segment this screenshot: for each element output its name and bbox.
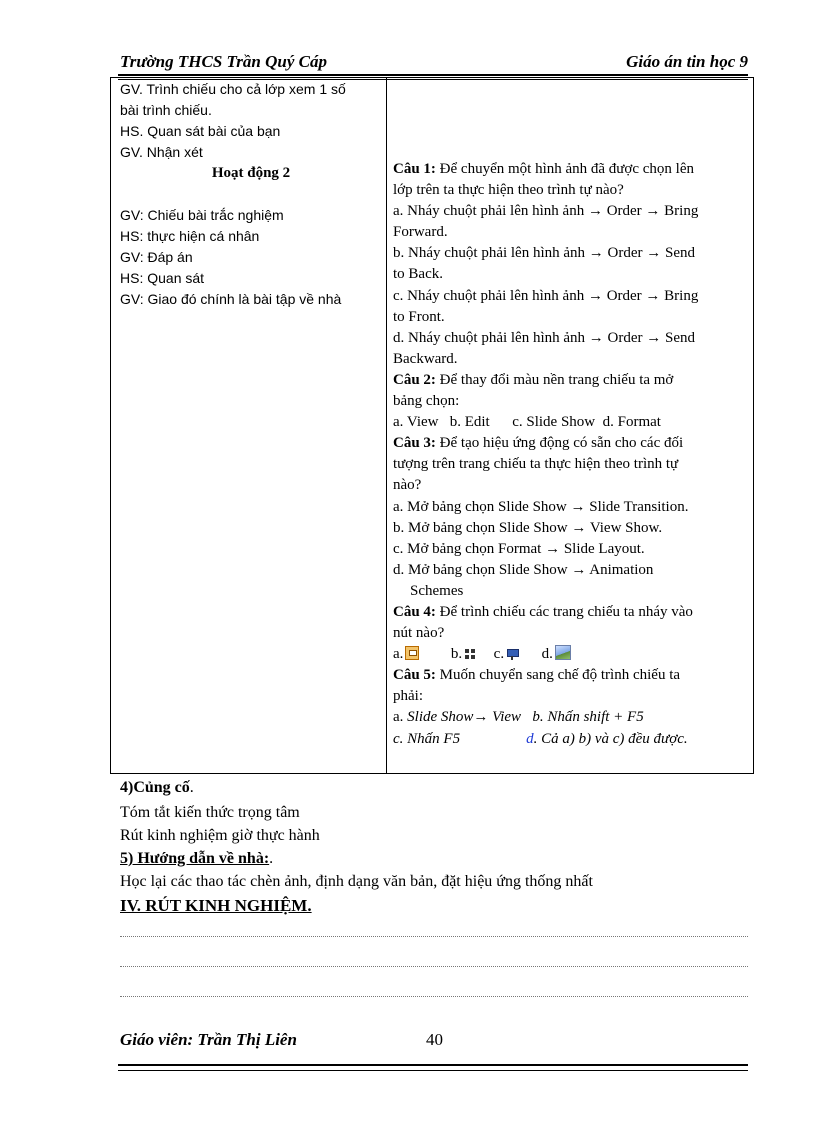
- left-line: HS: Quan sát: [120, 270, 205, 286]
- option-c: c. Mở bảng chọn Format → Slide Layout.: [393, 540, 645, 557]
- option-a-label: a.: [393, 646, 404, 663]
- teacher-name: Giáo viên: Trần Thị Liên: [120, 1030, 297, 1049]
- question-text: Để thay đổi màu nền trang chiếu ta mở: [435, 371, 674, 388]
- section-4-title-text: 4)Củng cố: [120, 779, 190, 796]
- left-line: HS: thực hiện cá nhân: [120, 228, 260, 244]
- slide-sorter-icon: [464, 648, 476, 660]
- question-text-cont: lớp trên ta thực hiện theo trình tự nào?: [393, 182, 624, 199]
- option-b: b. Nhấn shift + F5: [521, 709, 644, 726]
- option-a-prefix: a.: [393, 709, 408, 726]
- lesson-table: [110, 77, 754, 774]
- subject-title: Giáo án tin học 9: [626, 52, 748, 71]
- option-d: d. Mở bảng chọn Slide Show → Animation: [393, 561, 654, 578]
- page-number: 40: [426, 1030, 443, 1049]
- section-5-title-text: 5) Hướng dẫn về nhà:: [120, 850, 270, 867]
- section-4-title-end: .: [189, 779, 194, 796]
- page-header: [120, 52, 748, 76]
- option-b-label: b.: [450, 646, 463, 663]
- section-4-line: Tóm tắt kiến thức trọng tâm: [120, 804, 300, 821]
- question-label: Câu 2:: [393, 371, 436, 388]
- option-d-label: d.: [541, 646, 553, 663]
- question-text: Để tạo hiệu ứng động có sẵn cho các đối: [435, 435, 684, 452]
- question-label: Câu 3:: [393, 435, 436, 452]
- option-b: b. Nháy chuột phải lên hình ảnh → Order → Send: [393, 245, 696, 262]
- question-2: [393, 370, 749, 391]
- question-4: [393, 602, 749, 623]
- question-text-cont: bảng chọn:: [393, 393, 460, 410]
- option-d-cont: Backward.: [393, 350, 458, 367]
- question-text: Để chuyển một hình ảnh đã được chọn lên: [435, 161, 694, 177]
- footer-rule: [118, 1064, 748, 1066]
- option-c: c. Nháy chuột phải lên hình ảnh → Order → Bring: [393, 287, 699, 304]
- dotted-line: [120, 936, 748, 937]
- spacer: [120, 184, 382, 205]
- left-line: HS. Quan sát bài của bạn: [120, 123, 281, 139]
- section-5-title-end: .: [269, 850, 274, 867]
- slide-show-icon: [506, 648, 518, 660]
- left-line: bài trình chiếu.: [120, 102, 212, 118]
- option-a: a. Mở bảng chọn Slide Show → Slide Transition.: [393, 498, 689, 515]
- header-rule: [118, 74, 748, 76]
- question-text-cont: nút nào?: [393, 625, 445, 642]
- section-4-title: [120, 779, 194, 797]
- question-label: Câu 1:: [393, 161, 436, 177]
- option-d-letter: d: [526, 730, 534, 747]
- school-name: Trường THCS Trần Quý Cáp: [120, 52, 327, 71]
- column-divider: [386, 78, 387, 773]
- dotted-line: [120, 996, 748, 997]
- question-text-cont: nào?: [393, 477, 422, 494]
- icon-options-row: [393, 644, 749, 665]
- question-label: Câu 4:: [393, 603, 436, 620]
- option-c-cont: to Front.: [393, 308, 445, 325]
- option-b: b. Mở bảng chọn Slide Show → View Show.: [393, 519, 663, 536]
- question-3: [393, 433, 749, 454]
- left-line: GV. Nhận xét: [120, 144, 203, 160]
- options-row: a. View b. Edit c. Slide Show d. Format: [393, 414, 661, 431]
- left-line: GV: Chiếu bài trắc nghiệm: [120, 207, 284, 223]
- section-5-line: Học lại các thao tác chèn ảnh, định dạng văn bản, đặt hiệu ứng thống nhất: [120, 873, 593, 890]
- option-b-cont: to Back.: [393, 266, 443, 283]
- section-5-title: [120, 850, 273, 868]
- question-text-cont: phải:: [393, 688, 423, 705]
- left-line: GV. Trình chiếu cho cả lớp xem 1 số: [120, 81, 346, 97]
- footer-rule-thin: [118, 1070, 748, 1071]
- option-a-cont: Forward.: [393, 224, 448, 241]
- question-1: [393, 159, 749, 180]
- option-d-cont: Schemes: [410, 582, 464, 599]
- activity-title: Hoạt động 2: [211, 165, 291, 181]
- options-row: [393, 729, 749, 750]
- options-row: [393, 707, 749, 728]
- dotted-line: [120, 966, 748, 967]
- option-a: Slide Show→ View: [407, 709, 522, 726]
- section-6-title: IV. RÚT KINH NGHIỆM.: [120, 896, 312, 915]
- picture-icon: [555, 645, 571, 660]
- question-text-cont: tượng trên trang chiếu ta thực hiện theo trình tự: [393, 456, 679, 473]
- question-text: Muốn chuyển sang chế độ trình chiếu ta: [435, 667, 681, 684]
- teacher-activity-column: [120, 79, 382, 310]
- question-text: Để trình chiếu các trang chiếu ta nháy vào: [435, 603, 693, 620]
- quiz-column: [393, 159, 749, 750]
- normal-view-icon: [405, 646, 419, 660]
- option-d: . Cả a) b) và c) đều được.: [533, 730, 688, 747]
- left-line: GV: Đáp án: [120, 249, 193, 265]
- option-a: a. Nháy chuột phải lên hình ảnh → Order → Bring: [393, 203, 699, 220]
- section-4-line: Rút kinh nghiệm giờ thực hành: [120, 827, 320, 844]
- question-5: [393, 665, 749, 686]
- left-line: GV: Giao đó chính là bài tập về nhà: [120, 291, 342, 307]
- option-d: d. Nháy chuột phải lên hình ảnh → Order → Send: [393, 329, 696, 346]
- option-c-label: c.: [493, 646, 505, 663]
- question-label: Câu 5:: [393, 667, 436, 684]
- option-c: c. Nhấn F5: [393, 730, 461, 747]
